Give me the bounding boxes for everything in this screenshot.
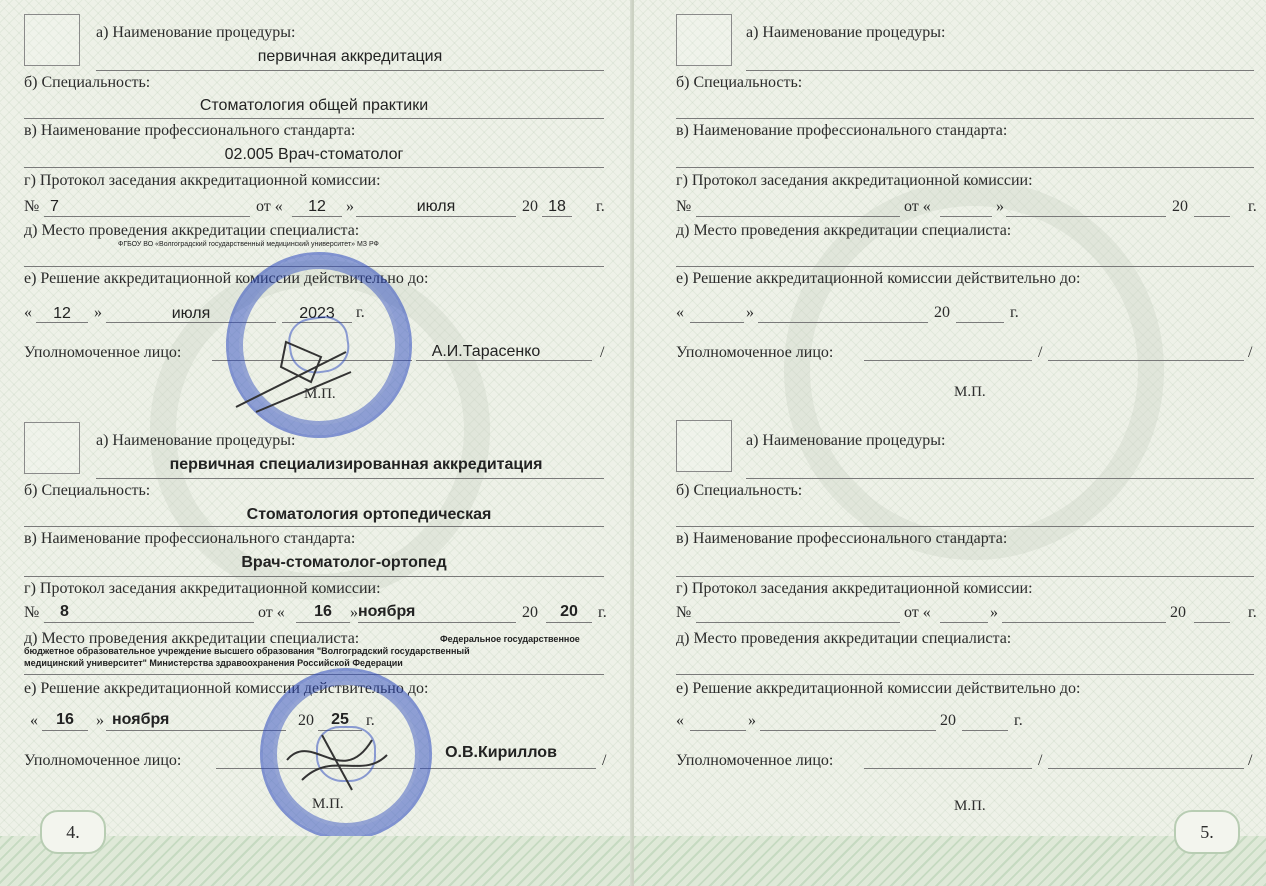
value-place-2-line3: медицинский университет" Министерства здравоохранения Российской Федерации — [24, 658, 403, 668]
checkbox-block3[interactable] — [676, 14, 732, 66]
value-valid-year: 2023 — [299, 305, 335, 322]
value-valid-day: 12 — [53, 305, 71, 322]
signature-icon — [226, 312, 366, 422]
value-valid-day-2: 16 — [56, 711, 74, 728]
label-authorized: Уполномоченное лицо: — [24, 344, 182, 361]
page-number: 5. — [1174, 810, 1240, 854]
value-authorized-person: А.И.Тарасенко — [431, 343, 541, 360]
value-valid-month-2: ноября — [112, 711, 170, 728]
value-protocol-no-2: 8 — [60, 603, 69, 620]
value-specialty: Стоматология общей практики — [199, 97, 429, 114]
value-place-2-line2: бюджетное образовательное учреждение высшего образования "Волгоградский государственный — [24, 646, 470, 656]
page-right: а) Наименование процедуры: б) Специальность: в) Наименование профессионального стандарта: г) Протокол заседания аккредитационной комиссии: № от « » 20 г. д) Место проведения аккредитации специалиста: е) Решение аккредитационной комиссии действительно до: « » 20 г. Уполномоченное лицо: / / М.П. а) Наименование процедуры: б) Специальность: в) Наименование профессионального стандарта: г) Протокол заседания аккредитационной комиссии: № от « » 20 г. д) Место проведения аккредитации специалиста: е) Решение аккредитационной комиссии действительно до: « » 20 г. Уполномоченное лицо: / / М.П. 5. — [634, 0, 1266, 886]
value-valid-year-2: 25 — [331, 711, 349, 728]
value-place: ФГБОУ ВО «Волгоградский государственный медицинский университет» МЗ РФ — [118, 241, 379, 248]
value-protocol-day: 12 — [308, 198, 326, 215]
page-left: а) Наименование процедуры: первичная аккредитация б) Специальность: Стоматология общей практики в) Наименование профессионального стандарта: 02.005 Врач-стоматолог г) Протокол заседания аккредитационной комиссии: № 7 от « 12 » июля 20 18 г. д) Место проведения аккредитации специалиста: ФГБОУ ВО «Волгоградский государственный медицинский университет» МЗ РФ е) Решение аккредитационной комиссии действительно до: « 12 » июля 2023 г. Уполномоченное лицо: А.И.Тарасенко / М.П. а) Наименование процедуры: первичная специализированная аккредитация б) Специальность: Стоматология ортопедическая в) Наименование профессионального стандарта: Врач-стоматолог-ортопед г) Протокол заседания аккредитационной комиссии: № 8 от « 16 » ноября 20 20 г. д) Место проведения аккредитации специалиста: Федеральное государственное бюджетное образовательное учреждение высшего образования "Волгоградский государственный медицинский университет" Министерства здравоохранения Российской Федерации е) Решение аккредитационной комиссии действительно до: « 16 » ноября 20 25 г. Уполномоченное лицо: О.В.Кириллов / М.П. 4. — [0, 0, 632, 886]
value-procedure-2: первичная специализированная аккредитация — [169, 456, 543, 473]
value-standard: 02.005 Врач-стоматолог — [224, 146, 404, 163]
page-number: 4. — [40, 810, 106, 854]
value-protocol-year-2: 20 — [560, 603, 578, 620]
label-protocol: г) Протокол заседания аккредитационной комиссии: — [24, 172, 381, 189]
value-standard-2: Врач-стоматолог-ортопед — [241, 554, 447, 571]
label-valid: е) Решение аккредитационной комиссии действительно до: — [24, 270, 429, 287]
label-standard: в) Наименование профессионального стандарта: — [24, 122, 356, 139]
value-protocol-month: июля — [416, 198, 456, 215]
value-procedure: первичная аккредитация — [257, 48, 443, 65]
mp-label: М.П. — [304, 386, 336, 402]
value-valid-month: июля — [171, 305, 211, 322]
checkbox-block4[interactable] — [676, 420, 732, 472]
label-place: д) Место проведения аккредитации специалиста: — [24, 222, 360, 239]
value-protocol-no: 7 — [50, 198, 59, 215]
page-footer-band — [634, 836, 1266, 886]
label-specialty: б) Специальность: — [24, 74, 151, 91]
label-no: № — [24, 198, 40, 215]
value-protocol-year: 18 — [548, 198, 566, 215]
label-procedure: а) Наименование процедуры: — [96, 24, 296, 41]
value-protocol-day-2: 16 — [314, 603, 332, 620]
signature-icon — [282, 720, 392, 800]
value-protocol-month-2: ноября — [358, 603, 416, 620]
checkbox-block2[interactable] — [24, 422, 80, 474]
value-authorized-person-2: О.В.Кириллов — [445, 744, 557, 761]
checkbox-block1[interactable] — [24, 14, 80, 66]
value-place-2-line1: Федеральное государственное — [440, 634, 580, 644]
value-specialty-2: Стоматология ортопедическая — [246, 506, 492, 523]
